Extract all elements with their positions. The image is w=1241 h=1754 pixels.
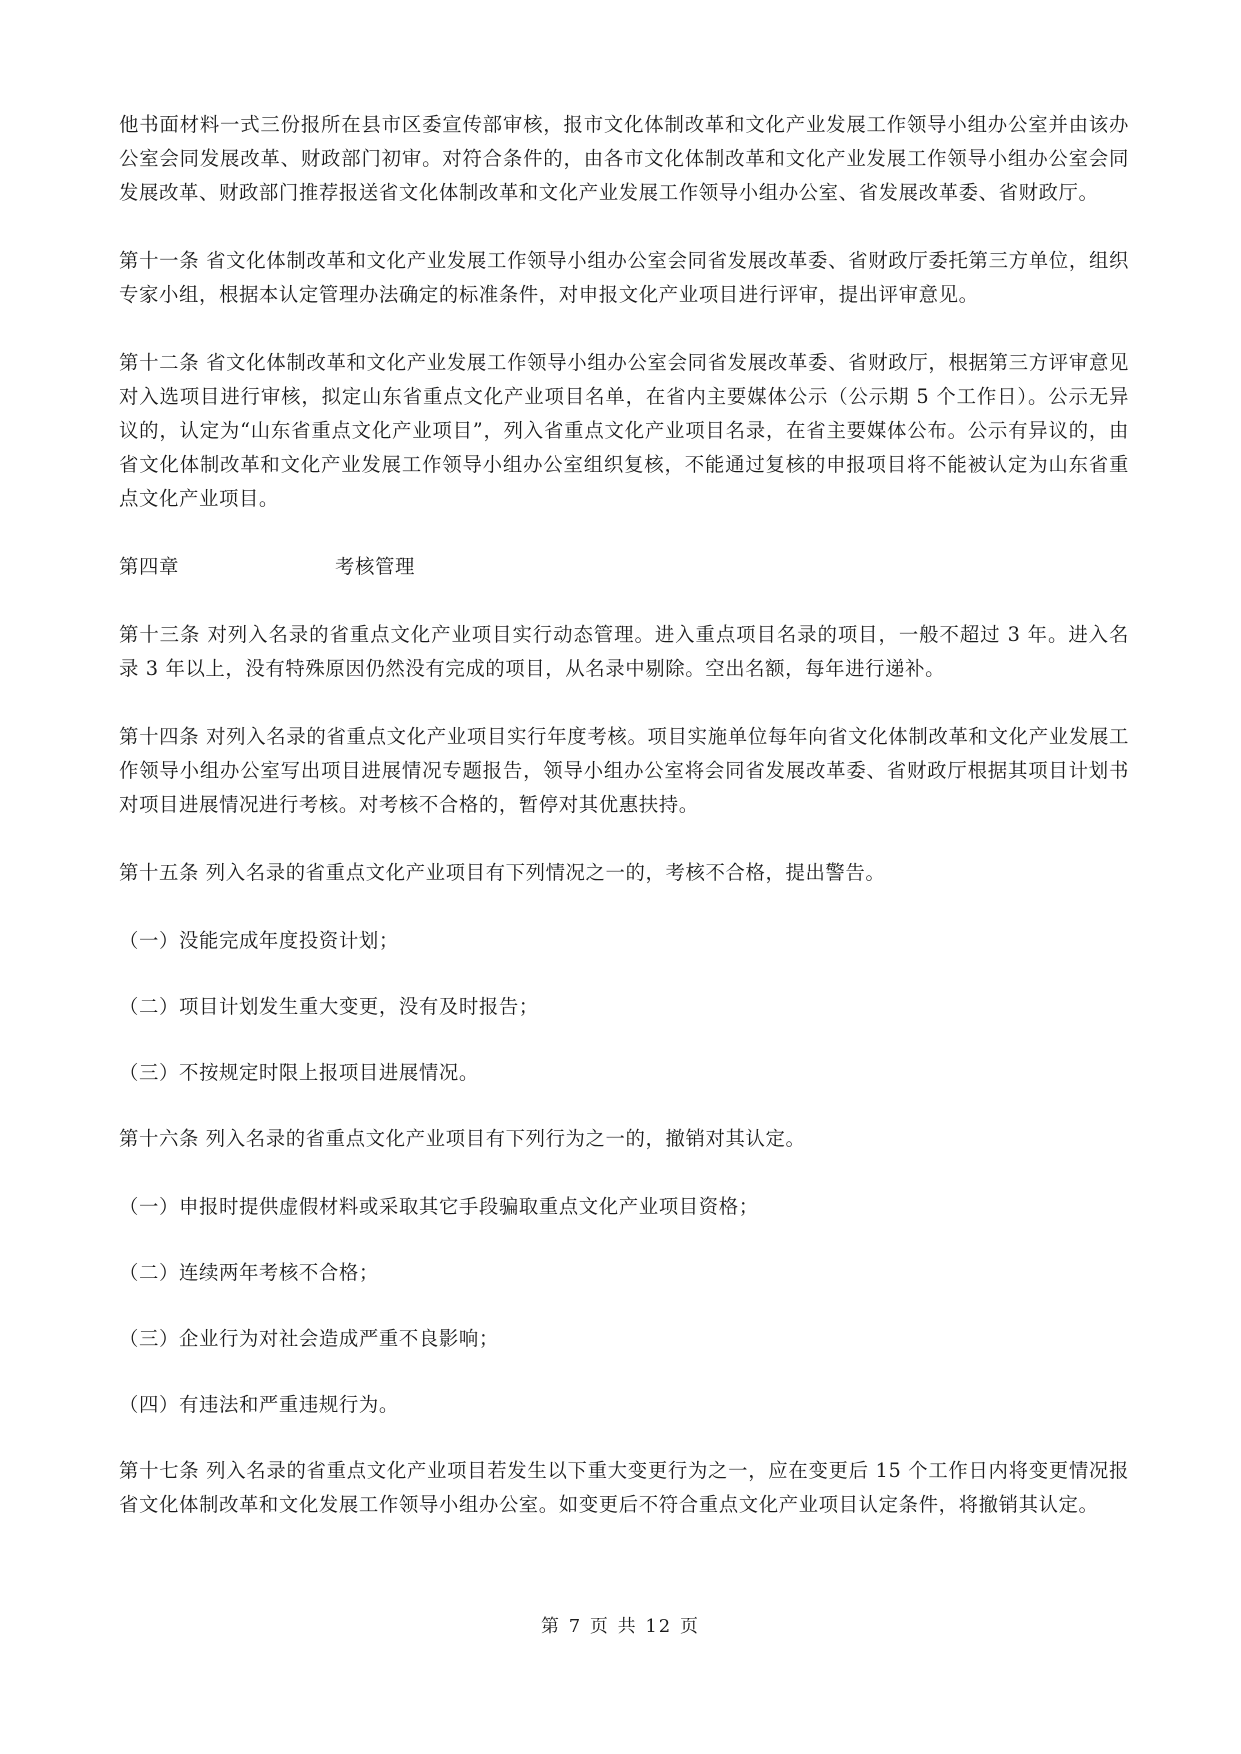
paragraph-continued: 他书面材料一式三份报所在县市区委宣传部审核，报市文化体制改革和文化产业发展工作领导小组办公室并由该办公室会同发展改革、财政部门初审。对符合条件的，由各市文化体制改革和文化产业发展工作领导小组办公室会同发展改革、财政部门推荐报送省文化体制改革和文化产业发展工作领导小组办公室、省发展改革委、省财政厅。: [119, 113, 1129, 204]
article-17: 第十七条 列入名录的省重点文化产业项目若发生以下重大变更行为之一，应在变更后 15 个工作日内将变更情况报省文化体制改革和文化发展工作领导小组办公室。如变更后不符合重点文化产业项目认定条件，将撤销其认定。: [119, 1459, 1129, 1516]
list-item: （二）项目计划发生重大变更，没有及时报告；: [119, 995, 539, 1018]
chapter-heading: [119, 550, 1129, 584]
list-item: （四）有违法和严重违规行为。: [119, 1393, 399, 1416]
list-item: （三）不按规定时限上报项目进展情况。: [119, 1061, 479, 1084]
chapter-label: 第四章: [119, 555, 179, 578]
article-13: 第十三条 对列入名录的省重点文化产业项目实行动态管理。进入重点项目名录的项目，一般不超过 3 年。进入名录 3 年以上，没有特殊原因仍然没有完成的项目，从名录中剔除。空出名额，每年进行递补。: [119, 623, 1129, 680]
article-14: 第十四条 对列入名录的省重点文化产业项目实行年度考核。项目实施单位每年向省文化体制改革和文化产业发展工作领导小组办公室写出项目进展情况专题报告，领导小组办公室将会同省发展改革委、省财政厅根据其项目计划书对项目进展情况进行考核。对考核不合格的，暂停对其优惠扶持。: [119, 725, 1129, 816]
page-footer: [0, 1612, 1241, 1638]
article-16: 第十六条 列入名录的省重点文化产业项目有下列行为之一的，撤销对其认定。: [119, 1127, 806, 1150]
list-item: （三）企业行为对社会造成严重不良影响；: [119, 1327, 499, 1350]
list-item: （二）连续两年考核不合格；: [119, 1261, 379, 1284]
page-number: 第 7 页 共 12 页: [541, 1616, 700, 1637]
article-11: 第十一条 省文化体制改革和文化产业发展工作领导小组办公室会同省发展改革委、省财政厅委托第三方单位，组织专家小组，根据本认定管理办法确定的标准条件，对申报文化产业项目进行评审，提出评审意见。: [119, 249, 1129, 306]
chapter-title: 考核管理: [334, 555, 415, 578]
document-page: [119, 108, 1129, 1556]
list-item: （一）没能完成年度投资计划；: [119, 929, 399, 952]
article-15: 第十五条 列入名录的省重点文化产业项目有下列情况之一的，考核不合格，提出警告。: [119, 861, 886, 884]
article-12: 第十二条 省文化体制改革和文化产业发展工作领导小组办公室会同省发展改革委、省财政厅，根据第三方评审意见对入选项目进行审核，拟定山东省重点文化产业项目名单，在省内主要媒体公示（公示期 5 个工作日）。公示无异议的，认定为“山东省重点文化产业项目”，列入省重点文化产业项目名录，在省主要媒体公布。公示有异议的，由省文化体制改革和文化产业发展工作领导小组办公室组织复核，不能通过复核的申报项目将不能被认定为山东省重点文化产业项目。: [119, 351, 1129, 510]
list-item: （一）申报时提供虚假材料或采取其它手段骗取重点文化产业项目资格；: [119, 1195, 759, 1218]
